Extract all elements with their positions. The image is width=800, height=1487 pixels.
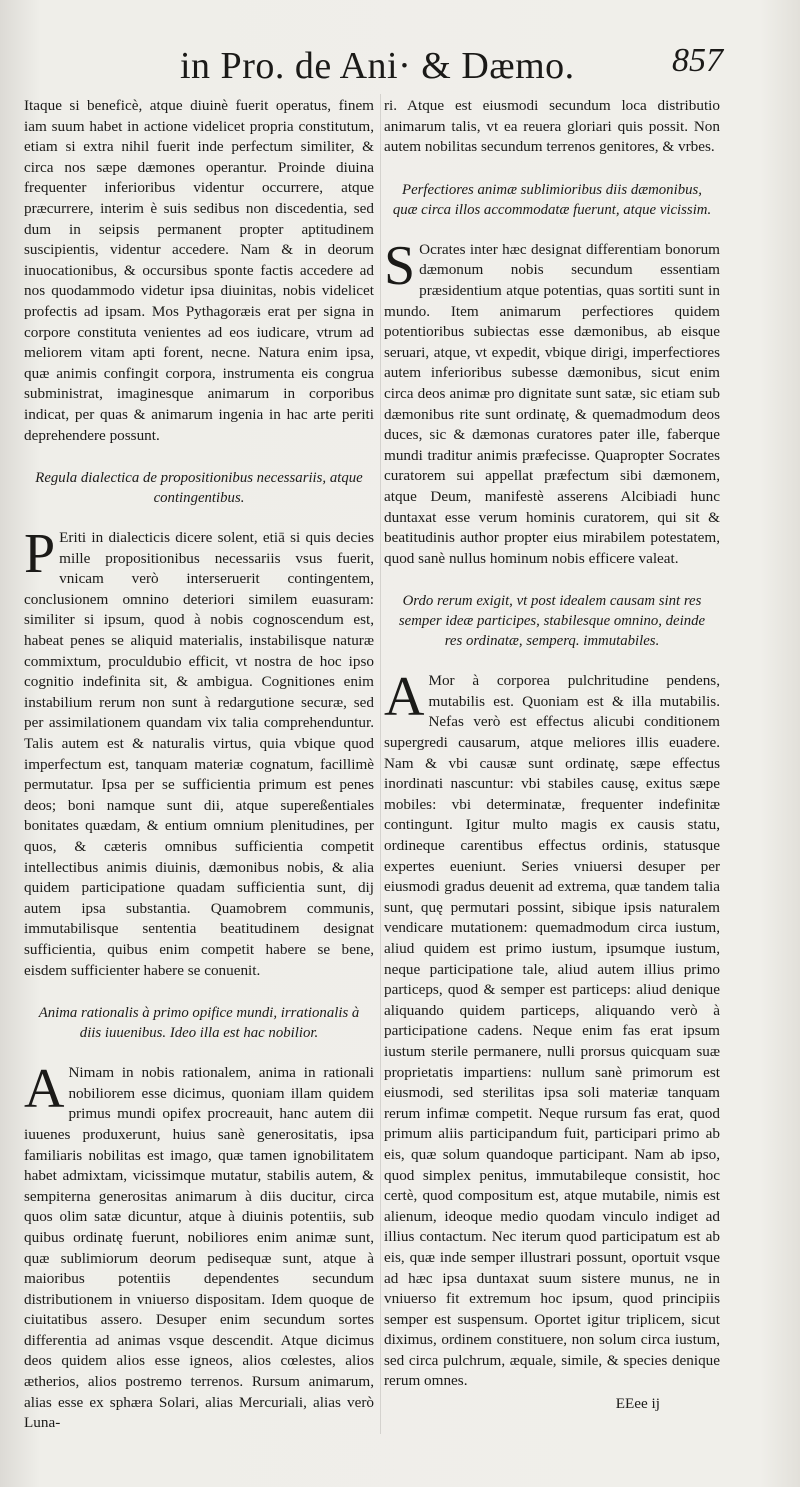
drop-cap: A bbox=[24, 1058, 65, 1121]
left-paragraph-3 bbox=[24, 1058, 374, 1434]
right-paragraph-3 bbox=[384, 666, 720, 1392]
left-paragraph-2-text: Eriti in dialecticis dicere solent, etiā si quis decies mille propositionibus necessariis vsus fuerit, vnicam verò interseruerit contingentem, conclusionem omnino deteriori similem euasuram: similiter si ipsum, quod à nobis cognoscendum est, habeat penes se aliquid materialis, instabilisque naturæ commixtum, proculdubio efficit, vt nostra de hoc ipso cognitio indefinita sit, & ambigua. Cognitiones enim instabilium rerum non sunt à redargutione securæ, sed per assimilationem quandam vix talia comprehenduntur. Talis autem est & naturalis virtus, quia vbique quod imperfectum est, tanquam materiæ cognatum, facillimè permutatur. Ipsa per se sufficientia primum est penes deos; boni namque sunt dii, atque supereßentiales bonitates quædam, & entium omnium plenitudines, per quos, & cæteris omnibus sufficientia competit intellectibus animis diuinis, dæmonibus nobis, & alia quidem participatione quadam sufficientia sunt, dij autem ipsa substantia. Quamobrem communis, immutabilisque sententia beatitudinem designat sufficientia, quibus enim competit habere se bene, eisdem sufficienter habere se conuenit. bbox=[24, 529, 374, 979]
page-header bbox=[0, 40, 800, 92]
drop-cap: A bbox=[384, 666, 425, 729]
right-paragraph-2 bbox=[384, 234, 720, 570]
right-paragraph-1: ri. Atque est eiusmodi secundum loca distributio animarum talis, vt ea reuera gloriari quis possit. Non autem nobilitas secundum terrenos genitores, & vrbes. bbox=[384, 97, 720, 156]
right-paragraph-2-text: Ocrates inter hæc designat differentiam bonorum dæmonum nobis secundum essentiam præsidentium atque potentias, quas sortiti sunt in mundo. Item animarum perfectiores quidem potentioribus subiectas esse dæmonibus, ab eisque seruari, atque, vt expedit, vbique dirigi, imperfectiores autem inferioribus subesse dæmonibus, sicut enim circa deos animæ pro dignitate sunt satæ, sic etiam sub dæmonibus rite sunt ordinatę, & quemadmodum deos duces, sic & dæmonas curatores pater ille, faberque mundi traditur animis præfecisse. Quapropter Socrates curatorem sui appellat præfectum sibi dæmonem, atque Deum, manifestè asserens Alcibiadi hunc duntaxat esse verum hominis curatorem, qui sit & beatitudinis author propter eius mirabilem potestatem, quod sanè nullus hominum nobis efficere valeat. bbox=[384, 240, 720, 567]
column-gutter bbox=[380, 94, 381, 1434]
drop-cap: S bbox=[384, 234, 416, 297]
left-section-heading-1: Regula dialectica de propositionibus necessariis, atque contingentibus. bbox=[35, 470, 363, 507]
left-paragraph-2 bbox=[24, 523, 374, 981]
drop-cap: P bbox=[24, 523, 56, 586]
right-section-heading-1: Perfectiores animæ sublimioribus diis dæmonibus, quæ circa illos accommodatæ fuerunt, atque vicissim. bbox=[392, 181, 712, 218]
left-paragraph-1: Itaque si beneficè, atque diuinè fuerit operatus, finem iam suum habet in actione videlicet propria constitutum, etiam si extra nihil fuerit inde perfectum similiter, & circa nos sæpe dæmones operantur. Proinde diuina frequenter inferioribus videntur occurrere, atque præcurrere, interim è suis sedibus non discedentia, sed dum in seipsis permanent propter aptitudinem suscipientis, videntur accedere. Nam & in deorum inuocationibus, & occursibus sponte factis accedere ad nos quodammodo videtur ipsa diuinitas, nobis videlicet profectis ad ipsam. Mos Pythagoræis erat per signa in corpore constituta venientes ad eos iudicare, vtrum ad meliorem vitam apti forent, necne. Natura enim ipsa, quæ animis confingit corpora, instrumenta eis congrua subministrat, imaginesque animarum in corporibus indicat, per quas & animarum ingenia in hac arte periti deprehendere possunt. bbox=[24, 97, 374, 444]
right-column bbox=[384, 96, 720, 1415]
left-paragraph-3-text: Nimam in nobis rationalem, anima in rationali nobiliorem esse dicimus, quoniam illam quidem primus mundi opifex procreauit, hanc autem dii iuuenes produxerunt, huius sanè generositatis, ipsa familiaris nobilitas est imago, quæ tamen ignobilitatem habet admixtam, vicissimque mutatur, stabilis autem, & sempiterna generositas animarum à diis ducitur, circa quos olim satæ dicuntur, atque à diuinis potentiis, sub quibus ordinatę fuerunt, nobiliores enim animæ sunt, quæ sublimiorum deorum pedisequæ sunt, atque à maioribus potentiis dependentes secundum distributionem in vniuerso dispositam. Idem quoque de ciuitatibus assero. Desuper enim secundum sortes differentia ad animas vsque descendit. Atque dicimus deos quidem alios esse igneos, alios cœlestes, alios ætherios, alios postremo terrenos. Rursum animarum, alias esse ex sphæra Solari, alias Mercuriali, alias verò Luna- bbox=[24, 1064, 374, 1432]
left-section-heading-2: Anima rationalis à primo opifice mundi, irrationalis à diis iuuenibus. Ideo illa est hac nobilior. bbox=[38, 1005, 360, 1042]
right-section-heading-2: Ordo rerum exigit, vt post idealem causam sint res semper ideæ participes, stabilesque omnino, deinde res ordinatæ, semperq. immutabiles. bbox=[398, 593, 706, 650]
page-number: 857 bbox=[672, 42, 723, 79]
left-column bbox=[24, 96, 374, 1434]
right-paragraph-3-text: Mor à corporea pulchritudine pendens, mutabilis est. Quoniam est & illa mutabilis. Nefas verò est effectus alicubi conditionem supergredi causarum, atque meliores illis euadere. Nam & vbi causæ sunt ordinatę, sæpe effectus inordinati nascuntur: vbi stabiles causę, exitus sæpe mobiles: vbi determinatæ, frequenter indefinitæ contingunt. Igitur multo magis ex causis statu, ordineque carentibus effectus ordinis, statusque expertes eueniunt. Series vniuersi desuper per eiusmodi gradus deuenit ad extrema, quæ tandem talia sunt, quę permutari possint, sibique ipsis naturalem vendicare mutationem: quemadmodum circa iustum, aliud quidem est primo iustum, ipsumque iustum, neque participatione tale, aliud autem illius primo particeps, quod & semper est particeps: aliud denique aliquando quidem particeps, aliquando verò à participatione cadens. Neque enim fas erat ipsum iustum sterile permanere, nulli prorsus quicquam suæ proprietatis impartiens: nullum sanè primorum est eiusmodi, sed sterilitas ipsa soli materiæ tanquam rerum infimæ competit. Neque rursum fas erat, quod primum aliis participandum fuit, participari primo ab eis, quæ solum quandoque participant. Nam ab ipso, quod simplex penitus, immutabileque consistit, hoc certè, quod compositum est, atque mutabile, nimis est alienum, ideoque medio quodam vinculo indiget ad illius contactum. Nec iterum quod participatum est ab eis, quæ inde semper illustrari possunt, oportuit vsque ad hæc ipsa duntaxat suum sistere munus, ne in vniuerso fit extremum hoc ipsum, quod principiis semper est suspensum. Oportet igitur triplicem, sicut diximus, ordinem constituere, non solum circa iustum, sed circa pulchrum, æquale, simile, & species denique rerum omnes. bbox=[384, 672, 720, 1390]
signature-mark: EEee ij bbox=[615, 1395, 660, 1413]
running-title: in Pro. de Ani· & Dæmo. bbox=[180, 45, 575, 87]
